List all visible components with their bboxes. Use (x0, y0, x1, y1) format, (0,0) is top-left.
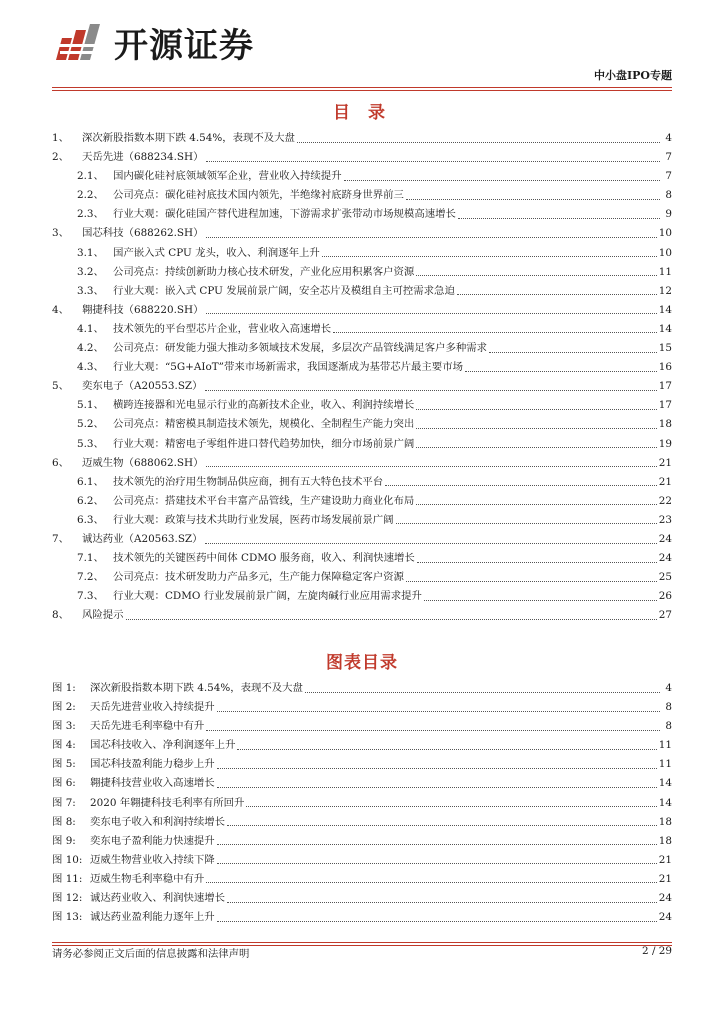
entry-page: 8 (665, 720, 672, 733)
entry-number: 8、 (52, 609, 70, 622)
entry-title: 天岳先进营业收入持续提升 (90, 701, 215, 714)
entry-title: 国产嵌入式 CPU 龙头，收入、利润逐年上升 (113, 246, 320, 259)
entry-page: 22 (658, 494, 672, 507)
entry-number: 2.1、 (77, 170, 104, 183)
toc-entry[interactable] (52, 129, 672, 148)
dot-leader (205, 542, 657, 544)
dot-leader (227, 901, 657, 903)
figure-entry[interactable] (52, 908, 672, 927)
logo-text: 开源证券 (114, 26, 254, 66)
toc-entry[interactable] (52, 606, 672, 625)
entry-page: 26 (658, 590, 672, 603)
dot-leader (217, 920, 657, 922)
figure-entry[interactable] (52, 755, 672, 774)
table-of-contents (52, 129, 672, 625)
entry-page: 10 (658, 246, 672, 259)
logo-mark-icon (52, 20, 108, 66)
toc-entry[interactable] (52, 530, 672, 549)
entry-title: 技术领先的平台型芯片企业，营业收入高速增长 (113, 322, 332, 335)
toc-entry[interactable] (52, 549, 672, 568)
entry-number: 图 11: (52, 872, 83, 885)
figure-entry[interactable] (52, 774, 672, 793)
report-type: 中小盘IPO专题 (594, 69, 672, 82)
entry-page: 11 (658, 758, 672, 771)
toc-entry[interactable] (52, 244, 672, 263)
entry-number: 6、 (52, 456, 70, 469)
entry-number: 图 10: (52, 853, 83, 866)
entry-page: 24 (658, 552, 672, 565)
entry-page: 18 (658, 834, 672, 847)
entry-page: 15 (658, 342, 672, 355)
entry-number: 7、 (52, 532, 70, 545)
entry-number: 5、 (52, 380, 70, 393)
entry-page: 23 (658, 513, 672, 526)
entry-title: 奕东电子盈利能力快速提升 (90, 834, 215, 847)
dot-leader (217, 786, 657, 788)
dot-leader (217, 843, 657, 845)
entry-title: 翱捷科技（688220.SH） (82, 303, 204, 316)
entry-page: 24 (658, 892, 672, 905)
entry-title: 迈威生物营业收入持续下降 (90, 853, 215, 866)
dot-leader (227, 824, 657, 826)
figure-entry[interactable] (52, 736, 672, 755)
dot-leader (305, 691, 660, 693)
dot-leader (217, 710, 660, 712)
entry-title: 天岳先进（688234.SH） (82, 151, 204, 164)
footer-divider-thin (52, 942, 672, 943)
figure-index (52, 679, 672, 927)
entry-page: 17 (658, 380, 672, 393)
entry-page: 24 (658, 911, 672, 924)
dot-leader (206, 160, 661, 162)
toc-entry[interactable] (52, 205, 672, 224)
toc-entry[interactable] (52, 224, 672, 243)
toc-entry[interactable] (52, 186, 672, 205)
entry-page: 9 (665, 208, 672, 221)
figure-entry[interactable] (52, 717, 672, 736)
entry-title: 公司亮点：搭建技术平台丰富产品管线，生产建设助力商业化布局 (113, 494, 415, 507)
entry-title: 诚达药业（A20563.SZ） (82, 532, 203, 545)
figure-entry[interactable] (52, 889, 672, 908)
dot-leader (406, 198, 660, 200)
entry-number: 图 3: (52, 720, 76, 733)
entry-number: 图 4: (52, 739, 76, 752)
toc-entry[interactable] (52, 339, 672, 358)
entry-number: 5.3、 (77, 437, 104, 450)
entry-number: 图 13: (52, 911, 83, 924)
toc-entry[interactable] (52, 454, 672, 473)
toc-entry[interactable] (52, 492, 672, 511)
entry-number: 3.2、 (77, 265, 104, 278)
entry-title: 奕东电子收入和利润持续增长 (90, 815, 226, 828)
figure-entry[interactable] (52, 813, 672, 832)
entry-page: 18 (658, 418, 672, 431)
header-divider (52, 87, 672, 88)
entry-title: 诚达药业收入、利润快速增长 (90, 892, 226, 905)
entry-title: 国芯科技收入、净利润逐年上升 (90, 739, 236, 752)
dot-leader (385, 484, 657, 486)
entry-title: 天岳先进毛利率稳中有升 (90, 720, 205, 733)
entry-number: 3.3、 (77, 284, 104, 297)
entry-number: 6.1、 (77, 475, 104, 488)
entry-title: 行业大观：“5G+AIoT”带来市场新需求，我国逐渐成为基带芯片最主要市场 (113, 361, 463, 374)
dot-leader (205, 389, 657, 391)
entry-title: 国内碳化硅衬底领域领军企业，营业收入持续提升 (113, 170, 342, 183)
entry-number: 7.2、 (77, 571, 104, 584)
dot-leader (424, 599, 657, 601)
dot-leader (416, 274, 656, 276)
page-number: 2 / 29 (642, 945, 672, 957)
dot-leader (406, 580, 657, 582)
entry-title: 行业大观：嵌入式 CPU 发展前景广阔，安全芯片及模组自主可控需求急迫 (113, 284, 455, 297)
entry-number: 图 12: (52, 892, 83, 905)
entry-page: 19 (658, 437, 672, 450)
entry-title: 风险提示 (82, 609, 124, 622)
entry-title: 翱捷科技营业收入高速增长 (90, 777, 215, 790)
toc-entry[interactable] (52, 282, 672, 301)
entry-number: 5.2、 (77, 418, 104, 431)
dot-leader (333, 331, 657, 333)
dot-leader (217, 767, 657, 769)
entry-number: 4.2、 (77, 342, 104, 355)
entry-number: 5.1、 (77, 399, 104, 412)
entry-page: 11 (658, 265, 672, 278)
figure-entry[interactable] (52, 679, 672, 698)
disclaimer: 请务必参阅正文后面的信息披露和法律声明 (52, 948, 250, 960)
figure-index-title: 图表目录 (326, 653, 398, 673)
entry-number: 6.2、 (77, 494, 104, 507)
entry-number: 图 1: (52, 682, 76, 694)
entry-number: 6.3、 (77, 513, 104, 526)
entry-page: 8 (665, 189, 672, 202)
entry-page: 25 (658, 571, 672, 584)
entry-number: 7.3、 (77, 590, 104, 603)
dot-leader (322, 255, 657, 257)
entry-page: 21 (658, 475, 672, 488)
entry-number: 2.3、 (77, 208, 104, 221)
entry-page: 4 (665, 682, 672, 694)
toc-entry[interactable] (52, 473, 672, 492)
entry-page: 7 (665, 151, 672, 164)
dot-leader (206, 312, 657, 314)
entry-page: 14 (658, 796, 672, 809)
entry-number: 图 7: (52, 796, 76, 809)
toc-entry[interactable] (52, 263, 672, 282)
entry-title: 公司亮点：持续创新助力核心技术研发，产业化应用积累客户资源 (113, 265, 415, 278)
toc-entry[interactable] (52, 435, 672, 454)
dot-leader (465, 370, 657, 372)
entry-number: 3.1、 (77, 246, 104, 259)
entry-page: 16 (658, 361, 672, 374)
entry-page: 21 (658, 853, 672, 866)
entry-page: 14 (658, 303, 672, 316)
entry-page: 21 (658, 872, 672, 885)
entry-title: 深次新股指数本期下跌 4.54%，表现不及大盘 (90, 682, 303, 694)
dot-leader (126, 618, 657, 620)
dot-leader (457, 293, 657, 295)
entry-title: 公司亮点：研发能力强大推动多领域技术发展，多层次产品管线满足客户多种需求 (113, 342, 488, 355)
entry-page: 11 (658, 739, 672, 752)
entry-page: 27 (658, 609, 672, 622)
entry-title: 国芯科技（688262.SH） (82, 227, 204, 240)
entry-number: 4.3、 (77, 361, 104, 374)
entry-number: 1、 (52, 132, 70, 144)
entry-number: 3、 (52, 227, 70, 240)
entry-page: 8 (665, 701, 672, 714)
entry-page: 17 (658, 399, 672, 412)
entry-title: 公司亮点：精密模具制造技术领先，规模化、全制程生产能力突出 (113, 418, 415, 431)
figure-entry[interactable] (52, 698, 672, 717)
entry-number: 图 5: (52, 758, 76, 771)
dot-leader (206, 465, 657, 467)
entry-title: 技术领先的关键医药中间体 CDMO 服务商，收入、利润快速增长 (113, 552, 415, 565)
entry-number: 4、 (52, 303, 70, 316)
dot-leader (416, 427, 656, 429)
entry-title: 行业大观：碳化硅国产替代进程加速，下游需求扩张带动市场规模高速增长 (113, 208, 456, 221)
entry-number: 图 9: (52, 834, 76, 847)
figure-entry[interactable] (52, 794, 672, 813)
entry-title: 诚达药业盈利能力逐年上升 (90, 911, 215, 924)
toc-entry[interactable] (52, 167, 672, 186)
figure-entry[interactable] (52, 832, 672, 851)
entry-page: 10 (658, 227, 672, 240)
entry-title: 奕东电子（A20553.SZ） (82, 380, 203, 393)
entry-page: 24 (658, 532, 672, 545)
entry-title: 公司亮点：技术研发助力产品多元，生产能力保障稳定客户资源 (113, 571, 404, 584)
entry-title: 行业大观：政策与技术共助行业发展，医药市场发展前景广阔 (113, 513, 394, 526)
entry-page: 4 (665, 132, 672, 144)
entry-number: 2、 (52, 151, 70, 164)
dot-leader (489, 351, 657, 353)
entry-title: 横跨连接器和光电显示行业的高新技术企业，收入、利润持续增长 (113, 399, 415, 412)
toc-entry[interactable] (52, 320, 672, 339)
toc-entry[interactable] (52, 377, 672, 396)
dot-leader (458, 217, 660, 219)
toc-entry[interactable] (52, 511, 672, 530)
entry-page: 14 (658, 777, 672, 790)
entry-title: 2020 年翱捷科技毛利率有所回升 (90, 796, 245, 809)
dot-leader (206, 881, 656, 883)
dot-leader (217, 862, 657, 864)
entry-page: 12 (658, 284, 672, 297)
dot-leader (417, 561, 657, 563)
entry-title: 深次新股指数本期下跌 4.54%，表现不及大盘 (82, 132, 295, 144)
entry-number: 图 8: (52, 815, 76, 828)
toc-entry[interactable] (52, 396, 672, 415)
figure-entry[interactable] (52, 870, 672, 889)
entry-title: 行业大观：CDMO 行业发展前景广阔，左旋肉碱行业应用需求提升 (113, 590, 422, 603)
entry-page: 18 (658, 815, 672, 828)
dot-leader (396, 522, 657, 524)
entry-number: 图 6: (52, 777, 76, 790)
entry-title: 迈威生物（688062.SH） (82, 456, 204, 469)
entry-title: 行业大观：精密电子零组件进口替代趋势加快，细分市场前景广阔 (113, 437, 415, 450)
dot-leader (297, 141, 660, 143)
toc-entry[interactable] (52, 301, 672, 320)
dot-leader (416, 446, 656, 448)
dot-leader (344, 179, 660, 181)
dot-leader (237, 748, 656, 750)
dot-leader (206, 729, 660, 731)
entry-title: 公司亮点：碳化硅衬底技术国内领先，半绝缘衬底跻身世界前三 (113, 189, 404, 202)
entry-number: 4.1、 (77, 322, 104, 335)
toc-entry[interactable] (52, 148, 672, 167)
figure-entry[interactable] (52, 851, 672, 870)
entry-page: 21 (658, 456, 672, 469)
logo (52, 18, 254, 67)
toc-title: 目 录 (333, 103, 391, 123)
entry-page: 14 (658, 322, 672, 335)
entry-title: 国芯科技盈利能力稳步上升 (90, 758, 215, 771)
dot-leader (246, 805, 656, 807)
dot-leader (416, 408, 656, 410)
entry-page: 7 (665, 170, 672, 183)
entry-number: 2.2、 (77, 189, 104, 202)
entry-title: 迈威生物毛利率稳中有升 (90, 872, 205, 885)
toc-entry[interactable] (52, 415, 672, 434)
toc-entry[interactable] (52, 568, 672, 587)
header-divider-thin (52, 90, 672, 91)
toc-entry[interactable] (52, 358, 672, 377)
dot-leader (206, 236, 657, 238)
entry-title: 技术领先的治疗用生物制品供应商，拥有五大特色技术平台 (113, 475, 384, 488)
entry-number: 图 2: (52, 701, 76, 714)
entry-number: 7.1、 (77, 552, 104, 565)
dot-leader (416, 503, 656, 505)
toc-entry[interactable] (52, 587, 672, 606)
